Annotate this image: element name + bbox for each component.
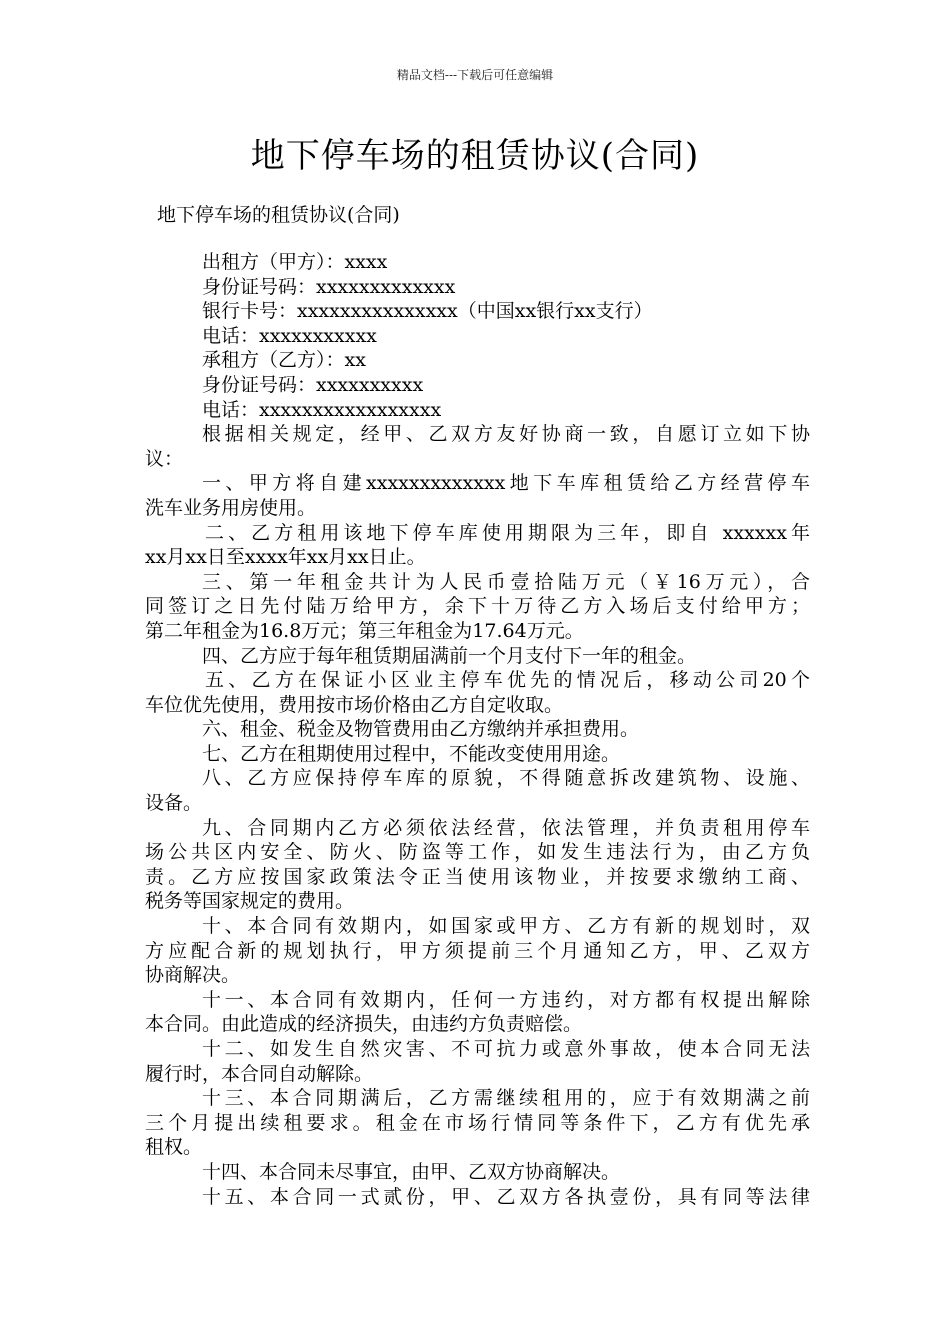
contract-line: 第二年租金为16.8万元；第三年租金为17.64万元。 [145, 619, 584, 642]
contract-line: 九、合同期内乙方必须依法经营，依法管理，并负责租用停车 [202, 816, 810, 839]
header-note: 精品文档---下载后可任意编辑 [396, 68, 554, 82]
contract-line: 三、第一年租金共计为人民币壹拾陆万元（￥16万元），合 [202, 570, 810, 593]
contract-line: 本合同。由此造成的经济损失，由违约方负责赔偿。 [145, 1013, 583, 1036]
contract-line: 电话：xxxxxxxxxxxxxxxxx [202, 398, 442, 421]
contract-line: 租权。 [145, 1136, 203, 1159]
contract-line: 履行时，本合同自动解除。 [145, 1062, 374, 1085]
contract-line: 设备。 [145, 792, 203, 815]
contract-line: xx月xx日至xxxx年xx月xx日止。 [145, 546, 426, 569]
contract-line: 一、甲方将自建xxxxxxxxxxxxx地下车库租赁给乙方经营停车 [202, 472, 810, 495]
contract-line: 六、租金、税金及物管费用由乙方缴纳并承担费用。 [202, 718, 640, 741]
contract-line: 十四、本合同未尽事宜，由甲、乙双方协商解决。 [202, 1160, 621, 1183]
contract-line: 身份证号码：xxxxxxxxxx [202, 373, 424, 396]
contract-line: 场公共区内安全、防火、防盗等工作，如发生违法行为，由乙方负 [145, 841, 810, 864]
contract-line: 电话：xxxxxxxxxxx [202, 324, 377, 347]
contract-line: 责。乙方应按国家政策法令正当使用该物业，并按要求缴纳工商、 [145, 865, 810, 888]
contract-line: 十一、本合同有效期内，任何一方违约，对方都有权提出解除 [202, 988, 810, 1011]
contract-line: 税务等国家规定的费用。 [145, 890, 355, 913]
contract-line: 十二、如发生自然灾害、不可抗力或意外事故，使本合同无法 [202, 1038, 810, 1060]
contract-body [145, 250, 810, 1209]
document-title: 地下停车场的租赁协议(合同) [250, 136, 700, 176]
contract-line: 十三、本合同期满后，乙方需继续租用的，应于有效期满之前 [202, 1087, 810, 1110]
contract-line: 出租方（甲方）：xxxx [202, 251, 388, 273]
contract-line: 方应配合新的规划执行，甲方须提前三个月通知乙方，甲、乙双方 [145, 939, 810, 962]
contract-line: 三个月提出续租要求。租金在市场行情同等条件下，乙方有优先承 [145, 1111, 810, 1134]
contract-line: 协商解决。 [145, 964, 241, 987]
contract-line: 根据相关规定，经甲、乙双方友好协商一致，自愿订立如下协 [202, 423, 810, 446]
contract-line: 洗车业务用房使用。 [145, 496, 317, 519]
contract-line: 十五、本合同一式贰份，甲、乙双方各执壹份，具有同等法律 [202, 1185, 810, 1208]
contract-line: 身份证号码：xxxxxxxxxxxxx [202, 275, 456, 298]
contract-line: 十、本合同有效期内，如国家或甲方、乙方有新的规划时，双 [202, 915, 810, 938]
contract-line: 议： [145, 447, 184, 470]
contract-line: 二、乙方租用该地下停车库使用期限为三年，即自 xxxxxx年 [205, 521, 810, 544]
contract-line: 车位优先使用，费用按市场价格由乙方自定收取。 [145, 693, 564, 716]
contract-line: 四、乙方应于每年租赁期届满前一个月支付下一年的租金。 [202, 644, 697, 667]
contract-line: 承租方（乙方）：xx [202, 349, 366, 372]
document-subtitle: 地下停车场的租赁协议(合同) [157, 204, 400, 226]
contract-line: 同签订之日先付陆万给甲方，余下十万待乙方入场后支付给甲方； [145, 595, 810, 618]
contract-line: 八、乙方应保持停车库的原貌，不得随意拆改建筑物、设施、 [202, 767, 810, 790]
contract-line: 五、乙方在保证小区业主停车优先的情况后，移动公司20个 [205, 669, 810, 692]
contract-line: 银行卡号：xxxxxxxxxxxxxxx（中国xx银行xx支行） [202, 300, 653, 323]
contract-line: 七、乙方在租期使用过程中，不能改变使用用途。 [202, 742, 621, 765]
